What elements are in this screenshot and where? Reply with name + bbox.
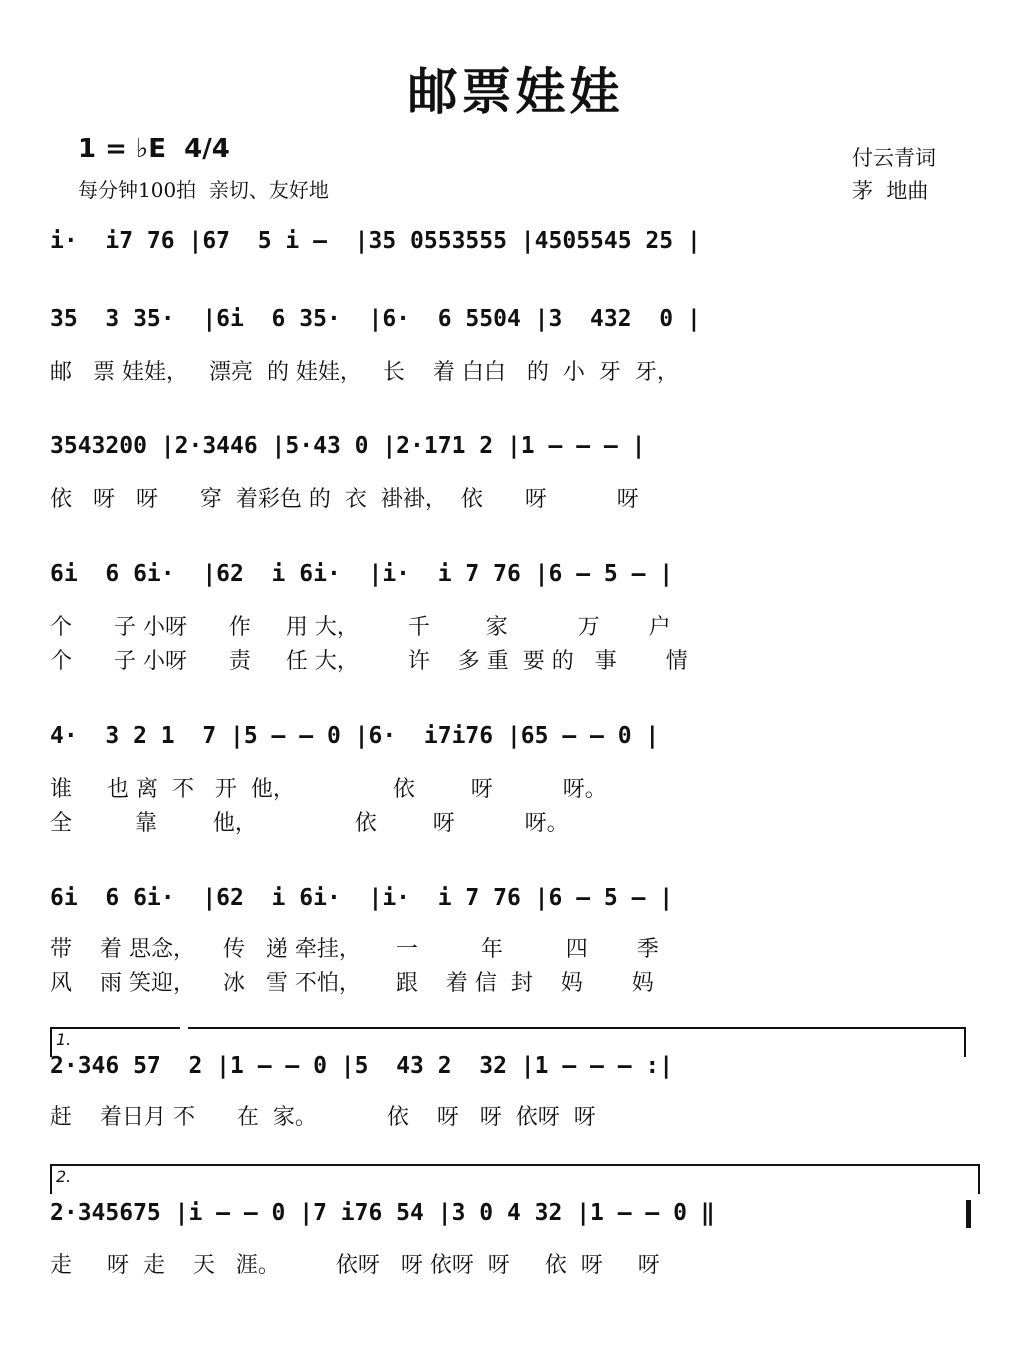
lyric-row: 走 呀 走 天 涯。 依呀 呀 依呀 呀 依 呀 呀 xyxy=(50,1253,660,1278)
lyricist-credit: 付云青词 xyxy=(852,146,936,170)
volta-label-2: 2. xyxy=(56,1167,72,1186)
tempo-marking: 每分钟100拍 亲切、友好地 xyxy=(78,178,329,202)
lyric-row: 赶 着日月 不 在 家。 依 呀 呀 依呀 呀 xyxy=(50,1105,596,1130)
final-barline xyxy=(966,1200,971,1228)
composer-credit: 茅 地曲 xyxy=(852,179,929,203)
notation-row: 4· 3 2 1 7 |5 – – 0 |6· i7i76 |65 – – 0 | xyxy=(50,723,660,749)
lyric-row: 谁 也 离 不 开 他， 依 呀 呀。 xyxy=(50,777,607,802)
lyric-row: 风 雨 笑迎， 冰 雪 不怕， 跟 着 信 封 妈 妈 xyxy=(50,971,654,996)
key-signature: 1 = ♭E 4/4 xyxy=(78,134,230,164)
notation-row: i· i7 76 |67 5 i – |35 0553555 |4505545 25 | xyxy=(50,228,701,254)
notation-row: 3543200 |2·3446 |5·43 0 |2·171 2 |1 – – – | xyxy=(50,433,646,459)
lyric-row: 邮 票 娃娃， 漂亮 的 娃娃， 长 着 白白 的 小 牙 牙， xyxy=(50,360,679,385)
notation-row: 35 3 35· |6i 6 35· |6· 6 5504 |3 432 0 | xyxy=(50,306,701,332)
lyric-row: 个 子 小呀 作 用 大， 千 家 万 户 xyxy=(50,615,671,640)
volta-label-1: 1. xyxy=(56,1030,72,1049)
notation-row: 2·345675 |i – – 0 |7 i76 54 |3 0 4 32 |1 – – 0 ‖ xyxy=(50,1200,715,1226)
notation-row: 6i 6 6i· |62 i 6i· |i· i 7 76 |6 – 5 – | xyxy=(50,885,674,911)
lyric-row: 带 着 思念， 传 递 牵挂， 一 年 四 季 xyxy=(50,937,659,962)
volta-bracket-2 xyxy=(50,1164,980,1194)
notation-row: 2·346 57 2 |1 – – 0 |5 43 2 32 |1 – – – :| xyxy=(50,1053,674,1079)
lyric-row: 全 靠 他， 依 呀 呀。 xyxy=(50,811,569,836)
volta-bracket-1-extension xyxy=(188,1027,966,1057)
lyric-row: 依 呀 呀 穿 着彩色 的 衣 褂褂， 依 呀 呀 xyxy=(50,487,639,512)
lyric-row: 个 子 小呀 责 任 大， 许 多 重 要 的 事 情 xyxy=(50,649,688,674)
song-title: 邮票娃娃 xyxy=(407,63,624,121)
notation-row: 6i 6 6i· |62 i 6i· |i· i 7 76 |6 – 5 – | xyxy=(50,561,674,587)
